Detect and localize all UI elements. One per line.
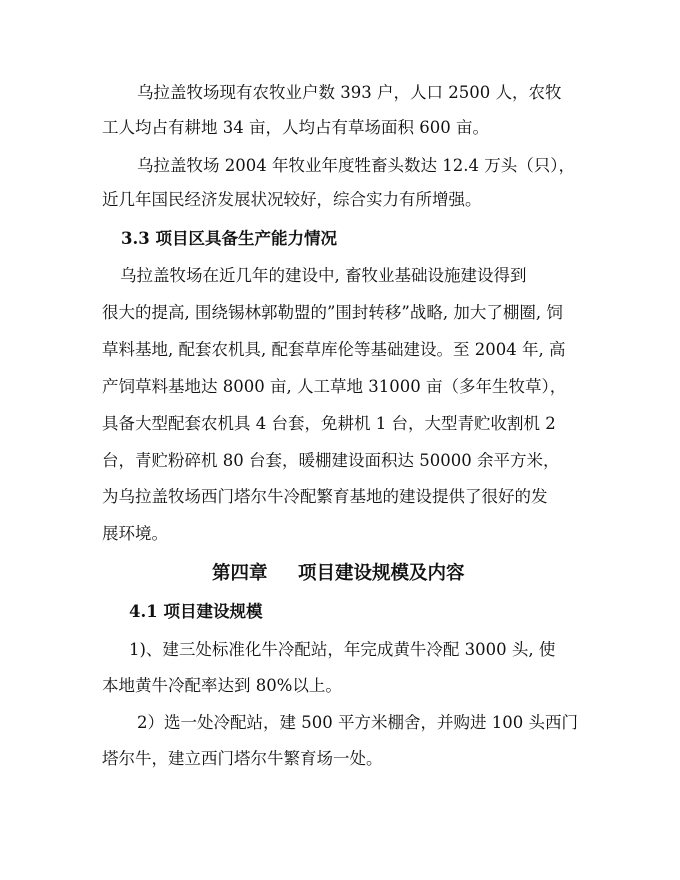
chapter-number: 第四章 (212, 563, 268, 584)
paragraph-line: 草料基地, 配套农机具, 配套草库伦等基础建设。至 2004 年, 高 (102, 340, 566, 359)
paragraph-line: 为乌拉盖牧场西门塔尔牛冷配繁育基地的建设提供了很好的发 (102, 487, 548, 506)
paragraph-line: 具备大型配套农机具 4 台套，免耕机 1 台，大型青贮收割机 2 (102, 414, 556, 433)
paragraph-line: 台，青贮粉碎机 80 台套，暖棚建设面积达 50000 余平方米， (102, 451, 560, 470)
paragraph-line: 乌拉盖牧场现有农牧业户数 393 户，人口 2500 人，农牧 (137, 83, 562, 102)
chapter-title: 项目建设规模及内容 (298, 563, 465, 584)
paragraph-line: 近几年国民经济发展状况较好，综合实力有所增强。 (102, 190, 482, 209)
list-item-line: 2）选一处冷配站，建 500 平方米棚舍，并购进 100 头西门 (137, 713, 578, 732)
paragraph-line: 乌拉盖牧场 2004 年牧业年度牲畜头数达 12.4 万头（只）， (137, 156, 575, 175)
paragraph-line: 展环境。 (102, 524, 168, 543)
section-heading: 3.3 项目区具备生产能力情况 (121, 229, 337, 248)
list-item-line: 塔尔牛，建立西门塔尔牛繁育场一处。 (102, 749, 383, 768)
paragraph-line: 乌拉盖牧场在近几年的建设中, 畜牧业基础设施建设得到 (120, 266, 527, 285)
paragraph-line: 很大的提高, 围绕锡林郭勒盟的”围封转移”战略, 加大了棚圈, 饲 (102, 303, 563, 322)
paragraph-line: 产饲草料基地达 8000 亩, 人工草地 31000 亩（多年生牧草）， (102, 377, 567, 396)
list-item-line: 1)、建三处标准化牛冷配站，年完成黄牛冷配 3000 头, 使 (129, 640, 556, 659)
list-item-line: 本地黄牛冷配率达到 80%以上。 (102, 676, 342, 695)
paragraph-line: 工人均占有耕地 34 亩，人均占有草场面积 600 亩。 (102, 118, 489, 137)
section-heading: 4.1 项目建设规模 (129, 602, 263, 621)
